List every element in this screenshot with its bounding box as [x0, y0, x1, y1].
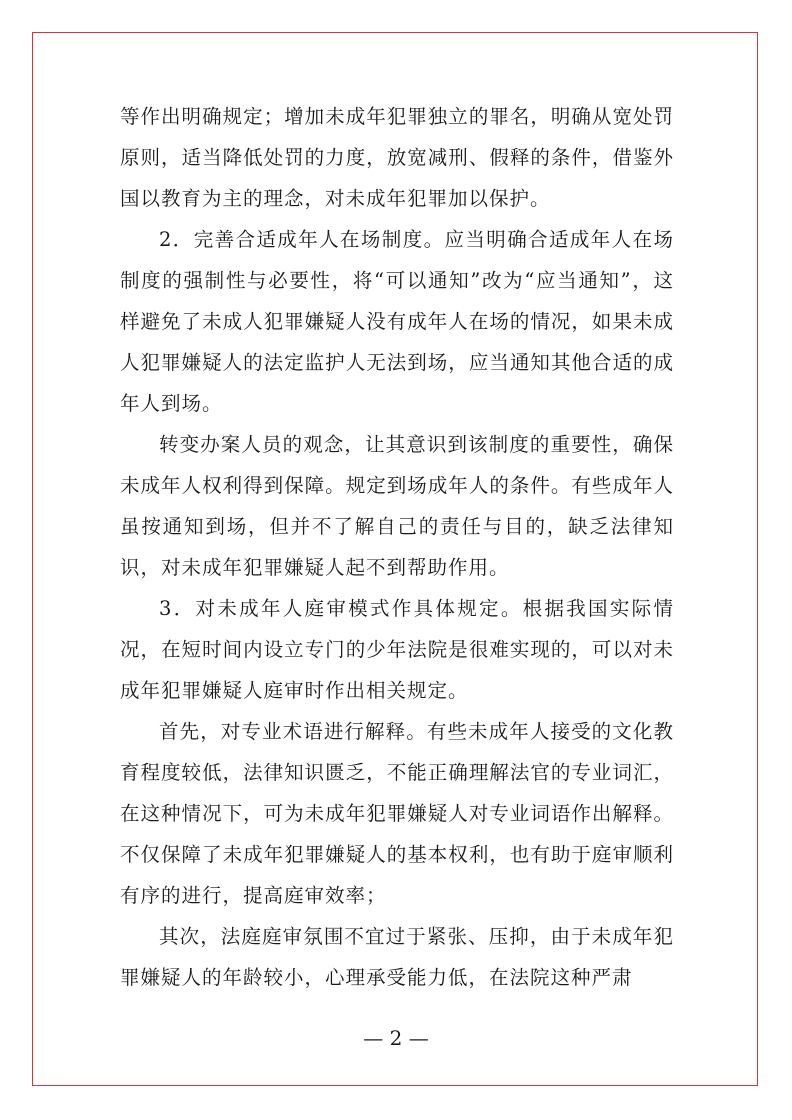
document-body — [120, 96, 674, 998]
paragraph-1: 等作出明确规定；增加未成年犯罪独立的罪名，明确从宽处罚原则，适当降低处罚的力度，放宽减刑、假释的条件，借鉴外国以教育为主的理念，对未成年犯罪加以保护。 — [120, 105, 674, 210]
page-number: — 2 — — [363, 1026, 429, 1050]
paragraph-6: 其次，法庭庭审氛围不宜过于紧张、压抑，由于未成年犯罪嫌疑人的年龄较小，心理承受能力低，在法院这种严肃 — [120, 925, 674, 989]
paragraph-2: 2．完善合适成年人在场制度。应当明确合适成年人在场制度的强制性与必要性，将“可以通知”改为“应当通知”，这样避免了未成人犯罪嫌疑人没有成年人在场的情况，如果未成人犯罪嫌疑人的法定监护人无法到场，应当通知其他合适的成年人到场。 — [120, 228, 674, 415]
paragraph-3: 转变办案人员的观念，让其意识到该制度的重要性，确保未成年人权利得到保障。规定到场成年人的条件。有些成年人虽按通知到场，但并不了解自己的责任与目的，缺乏法律知识，对未成年犯罪嫌疑人起不到帮助作用。 — [120, 433, 674, 579]
paragraph-5: 首先，对专业术语进行解释。有些未成年人接受的文化教育程度较低，法律知识匮乏，不能正确理解法官的专业词汇，在这种情况下，可为未成年犯罪嫌疑人对专业词语作出解释。不仅保障了未成年犯罪嫌疑人的基本权利，也有助于庭审顺利有序的进行，提高庭审效率； — [120, 720, 674, 907]
paragraph-4: 3．对未成年人庭审模式作具体规定。根据我国实际情况，在短时间内设立专门的少年法院是很难实现的，可以对未成年犯罪嫌疑人庭审时作出相关规定。 — [120, 597, 674, 702]
